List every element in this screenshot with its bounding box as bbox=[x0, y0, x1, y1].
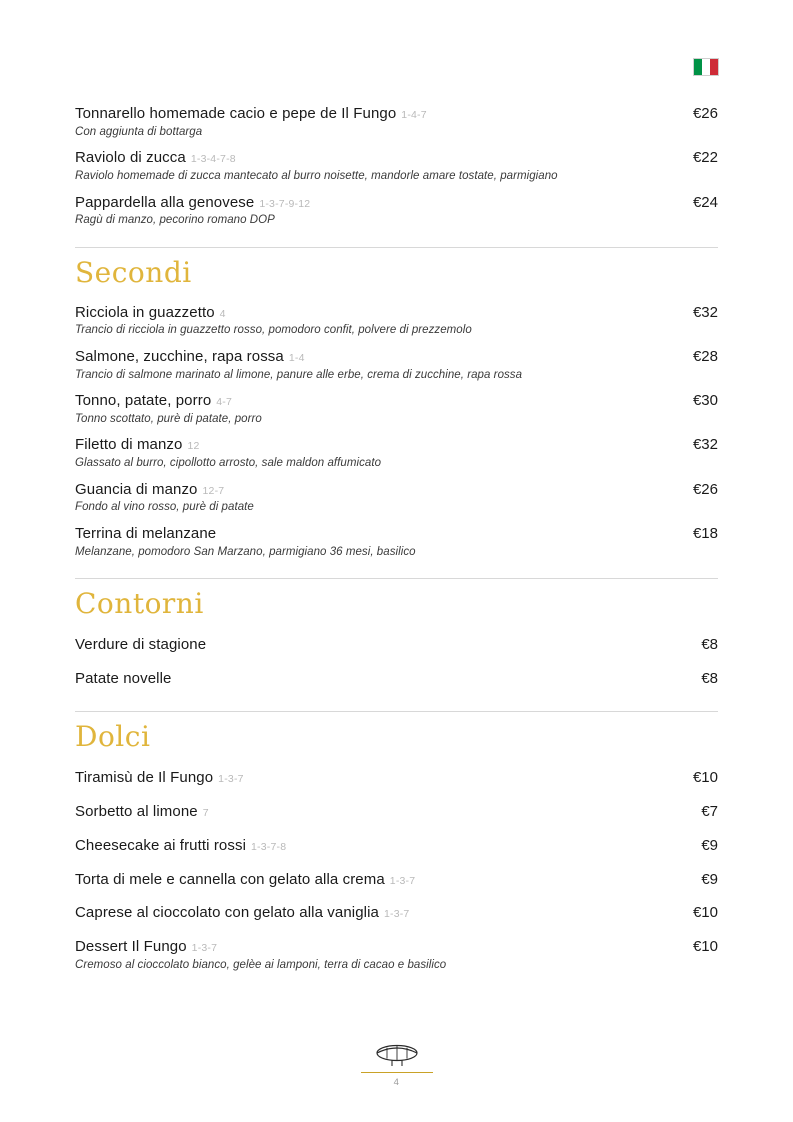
menu-content bbox=[75, 98, 718, 980]
menu-item-header bbox=[75, 194, 718, 213]
menu-item-list bbox=[75, 98, 718, 231]
menu-section-contorni bbox=[75, 578, 718, 695]
menu-item-name: Caprese al cioccolato con gelato alla vaniglia bbox=[75, 904, 379, 922]
menu-item bbox=[75, 297, 718, 341]
menu-item-name: Tonno, patate, porro bbox=[75, 392, 212, 410]
menu-item bbox=[75, 863, 718, 897]
menu-item bbox=[75, 518, 718, 562]
menu-item-name: Sorbetto al limone bbox=[75, 803, 198, 821]
menu-item-header bbox=[75, 803, 718, 822]
menu-item-price: €10 bbox=[692, 938, 718, 956]
section-divider bbox=[75, 711, 718, 712]
menu-item-description: Trancio di ricciola in guazzetto rosso, pomodoro confit, polvere di prezzemolo bbox=[75, 324, 472, 337]
menu-item-name-group bbox=[75, 837, 286, 856]
menu-item-name: Tonnarello homemade cacio e pepe de Il Fungo bbox=[75, 105, 397, 122]
menu-item-list bbox=[75, 761, 718, 980]
menu-item-price: €9 bbox=[701, 836, 718, 854]
menu-item-name-group bbox=[75, 938, 217, 957]
menu-item-name: Dessert Il Fungo bbox=[75, 938, 187, 956]
menu-item-allergens: 1-3-7 bbox=[383, 908, 410, 921]
menu-item-name-group bbox=[75, 871, 415, 890]
section-divider bbox=[75, 247, 718, 248]
menu-item-description: Cremoso al cioccolato bianco, gelèe ai lamponi, terra di cacao e basilico bbox=[75, 958, 447, 971]
menu-item bbox=[75, 98, 718, 142]
menu-item-header bbox=[75, 670, 718, 689]
menu-item-name-group bbox=[75, 194, 310, 213]
menu-item bbox=[75, 385, 718, 429]
menu-item bbox=[75, 474, 718, 518]
menu-item-name: Torta di mele e cannella con gelato alla crema bbox=[75, 870, 385, 888]
menu-item-allergens: 1-3-7-9-12 bbox=[259, 197, 311, 210]
menu-item-header bbox=[75, 105, 718, 124]
menu-item-header bbox=[75, 348, 718, 367]
menu-item-name: Pappardella alla genovese bbox=[75, 193, 255, 211]
menu-item-price: €28 bbox=[692, 347, 718, 365]
menu-item-header bbox=[75, 304, 718, 323]
mushroom-logo-icon bbox=[366, 1041, 428, 1069]
menu-item-price: €9 bbox=[701, 870, 718, 888]
menu-item-name-group bbox=[75, 304, 226, 323]
menu-item-header bbox=[75, 769, 718, 788]
menu-item bbox=[75, 761, 718, 795]
section-title-secondi: Secondi bbox=[75, 255, 192, 289]
menu-item-price: €22 bbox=[692, 149, 718, 167]
menu-item-description: Fondo al vino rosso, purè di patate bbox=[75, 501, 254, 514]
menu-item-allergens: 1-3-7-8 bbox=[251, 840, 287, 853]
menu-item-name-group bbox=[75, 392, 232, 411]
section-title-dolci: Dolci bbox=[75, 720, 151, 754]
menu-item-price: €32 bbox=[692, 436, 718, 454]
menu-item-name-group bbox=[75, 105, 427, 124]
menu-item bbox=[75, 341, 718, 385]
menu-item-description: Trancio di salmone marinato al limone, panure alle erbe, crema di zucchine, rapa rossa bbox=[75, 368, 523, 381]
menu-item-description: Glassato al burro, cipollotto arrosto, sale maldon affumicato bbox=[75, 457, 382, 470]
menu-item-name-group bbox=[75, 769, 244, 788]
menu-item-name-group bbox=[75, 348, 305, 367]
menu-item-price: €26 bbox=[692, 105, 718, 122]
menu-item-price: €18 bbox=[692, 524, 718, 542]
page-footer bbox=[0, 1041, 793, 1088]
menu-item-description: Ragù di manzo, pecorino romano DOP bbox=[75, 214, 275, 227]
menu-item-header bbox=[75, 837, 718, 856]
menu-item-allergens: 7 bbox=[202, 807, 209, 820]
menu-item-allergens: 1-3-7 bbox=[389, 874, 416, 887]
menu-item-name: Verdure di stagione bbox=[75, 635, 207, 653]
menu-item-header bbox=[75, 149, 718, 168]
menu-item-price: €8 bbox=[701, 635, 718, 653]
footer-divider bbox=[361, 1072, 433, 1073]
flag-stripe-green bbox=[694, 59, 702, 75]
menu-item-name: Terrina di melanzane bbox=[75, 524, 217, 542]
menu-item-allergens: 1-3-7 bbox=[218, 773, 244, 786]
menu-item-allergens: 1-3-4-7-8 bbox=[190, 153, 236, 166]
menu-item bbox=[75, 429, 718, 473]
menu-item-header bbox=[75, 436, 718, 455]
menu-item-list bbox=[75, 628, 718, 696]
menu-item bbox=[75, 187, 718, 231]
menu-item-allergens: 1-4 bbox=[288, 351, 305, 364]
menu-item-price: €10 bbox=[692, 769, 718, 787]
menu-item-name-group bbox=[75, 636, 211, 655]
italian-flag-icon bbox=[693, 58, 719, 76]
menu-item-header bbox=[75, 636, 718, 655]
menu-item-header bbox=[75, 525, 718, 544]
menu-item-header bbox=[75, 392, 718, 411]
menu-item-header bbox=[75, 938, 718, 957]
menu-item-allergens: 4 bbox=[219, 307, 226, 320]
menu-item-list bbox=[75, 297, 718, 563]
menu-item-name-group bbox=[75, 149, 236, 168]
menu-item bbox=[75, 896, 718, 930]
menu-item bbox=[75, 662, 718, 696]
menu-item-name-group bbox=[75, 670, 176, 689]
menu-item-allergens: 1-4-7 bbox=[401, 109, 427, 121]
menu-item-name: Patate novelle bbox=[75, 669, 172, 687]
menu-item-allergens: 12 bbox=[187, 440, 200, 453]
flag-stripe-white bbox=[702, 59, 710, 75]
menu-section-secondi bbox=[75, 247, 718, 562]
menu-item-name: Salmone, zucchine, rapa rossa bbox=[75, 347, 284, 365]
menu-item-price: €10 bbox=[692, 904, 718, 922]
menu-item-name: Ricciola in guazzetto bbox=[75, 303, 215, 321]
section-title-contorni: Contorni bbox=[75, 587, 204, 621]
menu-item bbox=[75, 628, 718, 662]
menu-item-name-group bbox=[75, 481, 224, 500]
menu-item-name-group bbox=[75, 803, 209, 822]
menu-item-description: Melanzane, pomodoro San Marzano, parmigiano 36 mesi, basilico bbox=[75, 545, 416, 558]
page-number: 4 bbox=[393, 1077, 400, 1088]
menu-item-name: Raviolo di zucca bbox=[75, 149, 186, 167]
menu-item-header bbox=[75, 481, 718, 500]
menu-item-price: €8 bbox=[701, 669, 718, 687]
menu-item-name-group bbox=[75, 525, 221, 544]
menu-item-price: €7 bbox=[701, 803, 718, 821]
menu-item-description: Raviolo homemade di zucca mantecato al burro noisette, mandorle amare tostate, parmigiano bbox=[75, 170, 558, 183]
menu-item-allergens: 1-3-7 bbox=[191, 942, 218, 955]
menu-item bbox=[75, 795, 718, 829]
menu-item-price: €32 bbox=[692, 303, 718, 321]
menu-item-name: Cheesecake ai frutti rossi bbox=[75, 836, 247, 854]
menu-item-description: Con aggiunta di bottarga bbox=[75, 125, 203, 138]
menu-item-allergens: 4-7 bbox=[216, 396, 233, 409]
flag-stripe-red bbox=[710, 59, 718, 75]
menu-item-allergens: 12-7 bbox=[202, 484, 225, 497]
menu-item bbox=[75, 930, 718, 980]
menu-section-primi-continued bbox=[75, 98, 718, 231]
menu-item-name: Guancia di manzo bbox=[75, 480, 198, 498]
menu-item bbox=[75, 142, 718, 186]
menu-item-name-group bbox=[75, 436, 200, 455]
menu-item-price: €26 bbox=[692, 480, 718, 498]
menu-item-name: Filetto di manzo bbox=[75, 436, 183, 454]
menu-item-description: Tonno scottato, purè di patate, porro bbox=[75, 412, 262, 425]
section-divider bbox=[75, 578, 718, 579]
menu-section-dolci bbox=[75, 711, 718, 980]
menu-item-name-group bbox=[75, 904, 409, 923]
menu-item-header bbox=[75, 871, 718, 890]
menu-item-price: €30 bbox=[692, 392, 718, 410]
menu-item bbox=[75, 829, 718, 863]
menu-item-name: Tiramisù de Il Fungo bbox=[75, 769, 214, 787]
menu-item-header bbox=[75, 904, 718, 923]
menu-item-price: €24 bbox=[692, 193, 718, 211]
